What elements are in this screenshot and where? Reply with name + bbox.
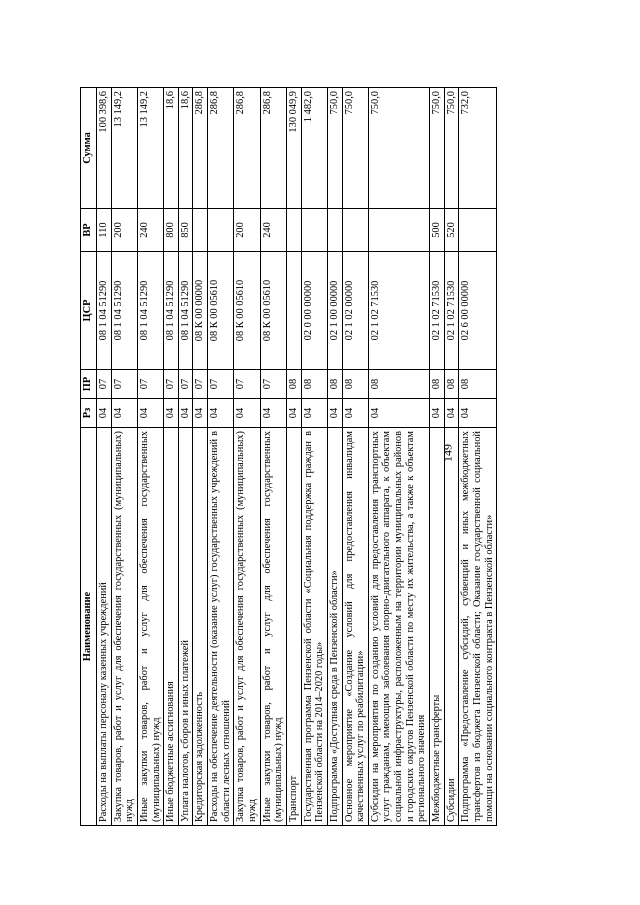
cell-rz: 04	[234, 399, 260, 428]
budget-table	[80, 87, 497, 826]
cell-vr: 800	[164, 209, 179, 252]
table-row	[164, 88, 179, 826]
cell-rz: 04	[111, 399, 137, 428]
table-row	[137, 88, 163, 826]
cell-rz: 04	[286, 399, 301, 428]
cell-sum: 750,0	[444, 88, 459, 209]
table-row	[459, 88, 497, 826]
cell-vr: 200	[234, 209, 260, 252]
cell-rz: 04	[97, 399, 112, 428]
cell-name: Иные закупки товаров, работ и услуг для обеспечения государственных (муниципальных) нужд	[260, 428, 286, 826]
cell-csr: 08 К 00 05610	[208, 252, 234, 370]
cell-rz: 04	[301, 399, 327, 428]
table-row	[430, 88, 445, 826]
cell-vr: 200	[111, 209, 137, 252]
cell-pr: 07	[111, 370, 137, 399]
cell-pr: 07	[137, 370, 163, 399]
cell-name: Уплата налогов, сборов и иных платежей	[178, 428, 193, 826]
cell-pr: 08	[368, 370, 429, 399]
cell-sum: 100 398,6	[97, 88, 112, 209]
budget-sheet	[80, 88, 530, 826]
cell-csr: 08 1 04 51290	[111, 252, 137, 370]
cell-csr: 08 1 04 51290	[164, 252, 179, 370]
cell-csr: 02 1 02 00000	[342, 252, 368, 370]
cell-sum: 18,6	[164, 88, 179, 209]
table-row	[97, 88, 112, 826]
header-pr: ПР	[81, 370, 97, 399]
cell-sum: 286,8	[260, 88, 286, 209]
cell-csr: 08 1 04 51290	[137, 252, 163, 370]
cell-name: Подпрограмма «Доступная среда в Пензенской области»	[327, 428, 342, 826]
cell-csr: 08 К 00 05610	[234, 252, 260, 370]
cell-name: Кредиторская задолженность	[193, 428, 208, 826]
header-csr: ЦСР	[81, 252, 97, 370]
cell-sum: 18,6	[178, 88, 193, 209]
cell-name: Расходы на выплаты персоналу казенных учреждений	[97, 428, 112, 826]
cell-vr	[286, 209, 301, 252]
cell-vr: 240	[260, 209, 286, 252]
cell-sum: 732,0	[459, 88, 497, 209]
cell-rz: 04	[193, 399, 208, 428]
cell-sum: 750,0	[430, 88, 445, 209]
header-vr: ВР	[81, 209, 97, 252]
cell-rz: 04	[459, 399, 497, 428]
cell-csr: 02 0 00 00000	[301, 252, 327, 370]
cell-sum: 13 149,2	[111, 88, 137, 209]
cell-rz: 04	[327, 399, 342, 428]
cell-pr: 07	[97, 370, 112, 399]
cell-name: Субсидии	[444, 428, 459, 826]
table-row	[301, 88, 327, 826]
cell-csr: 08 К 00 00000	[193, 252, 208, 370]
cell-name: Подпрограмма «Предоставление субсидий, субвенций и иных межбюджетных трансфертов из бюджета Пензенской области; Оказание государственной социальной помощи на основании социального контракта в Пензенской области»	[459, 428, 497, 826]
table-row	[193, 88, 208, 826]
cell-vr	[208, 209, 234, 252]
cell-sum: 286,8	[193, 88, 208, 209]
cell-pr: 08	[286, 370, 301, 399]
header-sum: Сумма	[81, 88, 97, 209]
cell-rz: 04	[137, 399, 163, 428]
cell-sum: 286,8	[208, 88, 234, 209]
cell-sum: 750,0	[327, 88, 342, 209]
table-row	[368, 88, 429, 826]
cell-pr: 08	[301, 370, 327, 399]
cell-vr	[342, 209, 368, 252]
table-row	[327, 88, 342, 826]
cell-vr: 110	[97, 209, 112, 252]
cell-csr: 02 6 00 00000	[459, 252, 497, 370]
cell-rz: 04	[178, 399, 193, 428]
cell-vr	[459, 209, 497, 252]
cell-rz: 04	[260, 399, 286, 428]
cell-pr: 08	[327, 370, 342, 399]
cell-pr: 08	[459, 370, 497, 399]
cell-csr: 08 К 00 05610	[260, 252, 286, 370]
cell-vr: 850	[178, 209, 193, 252]
table-body	[97, 88, 497, 826]
cell-rz: 04	[342, 399, 368, 428]
cell-name: Закупка товаров, работ и услуг для обеспечения государственных (муниципальных) нужд	[234, 428, 260, 826]
cell-csr: 02 1 00 00000	[327, 252, 342, 370]
cell-pr: 07	[164, 370, 179, 399]
cell-csr: 08 1 04 51290	[178, 252, 193, 370]
table-header-row	[81, 88, 97, 826]
cell-vr: 240	[137, 209, 163, 252]
cell-csr: 02 1 02 71530	[368, 252, 429, 370]
cell-vr	[327, 209, 342, 252]
cell-rz: 04	[430, 399, 445, 428]
cell-vr	[193, 209, 208, 252]
cell-pr: 07	[193, 370, 208, 399]
cell-pr: 07	[234, 370, 260, 399]
cell-sum: 750,0	[342, 88, 368, 209]
cell-vr	[301, 209, 327, 252]
cell-sum: 130 049,9	[286, 88, 301, 209]
cell-csr: 02 1 02 71530	[444, 252, 459, 370]
table-row	[111, 88, 137, 826]
table-row	[208, 88, 234, 826]
cell-sum: 13 149,2	[137, 88, 163, 209]
cell-vr: 520	[444, 209, 459, 252]
table-row	[178, 88, 193, 826]
cell-sum: 750,0	[368, 88, 429, 209]
cell-rz: 04	[208, 399, 234, 428]
cell-name: Иные бюджетные ассигнования	[164, 428, 179, 826]
cell-name: Иные закупки товаров, работ и услуг для обеспечения государственных (муниципальных) нужд	[137, 428, 163, 826]
cell-sum: 1 482,0	[301, 88, 327, 209]
cell-name: Межбюджетные трансферты	[430, 428, 445, 826]
cell-rz: 04	[368, 399, 429, 428]
header-rz: Рз	[81, 399, 97, 428]
cell-pr: 08	[430, 370, 445, 399]
cell-csr	[286, 252, 301, 370]
cell-csr: 08 1 04 51290	[97, 252, 112, 370]
table-row	[234, 88, 260, 826]
table-row	[342, 88, 368, 826]
cell-name: Субсидии на мероприятия по созданию условий для предоставления транспортных услуг гражданам, имеющим заболевания опорно-двигательного аппарата, к объектам социальной инфраструктуры, расположенным на территории муниципальных районов и городских округов Пензенской области по месту их жительства, а также к объектам регионального значения	[368, 428, 429, 826]
cell-pr: 08	[444, 370, 459, 399]
cell-name: Расходы на обеспечение деятельности (оказание услуг) государственных учреждений в области лесных отношений	[208, 428, 234, 826]
cell-csr: 02 1 02 71530	[430, 252, 445, 370]
table-row	[286, 88, 301, 826]
cell-name: Закупка товаров, работ и услуг для обеспечения государственных (муниципальных) нужд	[111, 428, 137, 826]
cell-vr	[368, 209, 429, 252]
cell-name: Основное мероприятие «Создание условий для предоставления инвалидам качественных услуг по реабилитации»	[342, 428, 368, 826]
cell-name: Государственная программа Пензенской области «Социальная поддержка граждан в Пензенской области на 2014–2020 годы»	[301, 428, 327, 826]
page-number: 149	[440, 444, 455, 462]
cell-rz: 04	[444, 399, 459, 428]
table-row	[260, 88, 286, 826]
header-name: Наименование	[81, 428, 97, 826]
cell-pr: 07	[178, 370, 193, 399]
cell-rz: 04	[164, 399, 179, 428]
cell-vr: 500	[430, 209, 445, 252]
cell-pr: 07	[260, 370, 286, 399]
cell-sum: 286,8	[234, 88, 260, 209]
cell-name: Транспорт	[286, 428, 301, 826]
table-row	[444, 88, 459, 826]
cell-pr: 07	[208, 370, 234, 399]
cell-pr: 08	[342, 370, 368, 399]
